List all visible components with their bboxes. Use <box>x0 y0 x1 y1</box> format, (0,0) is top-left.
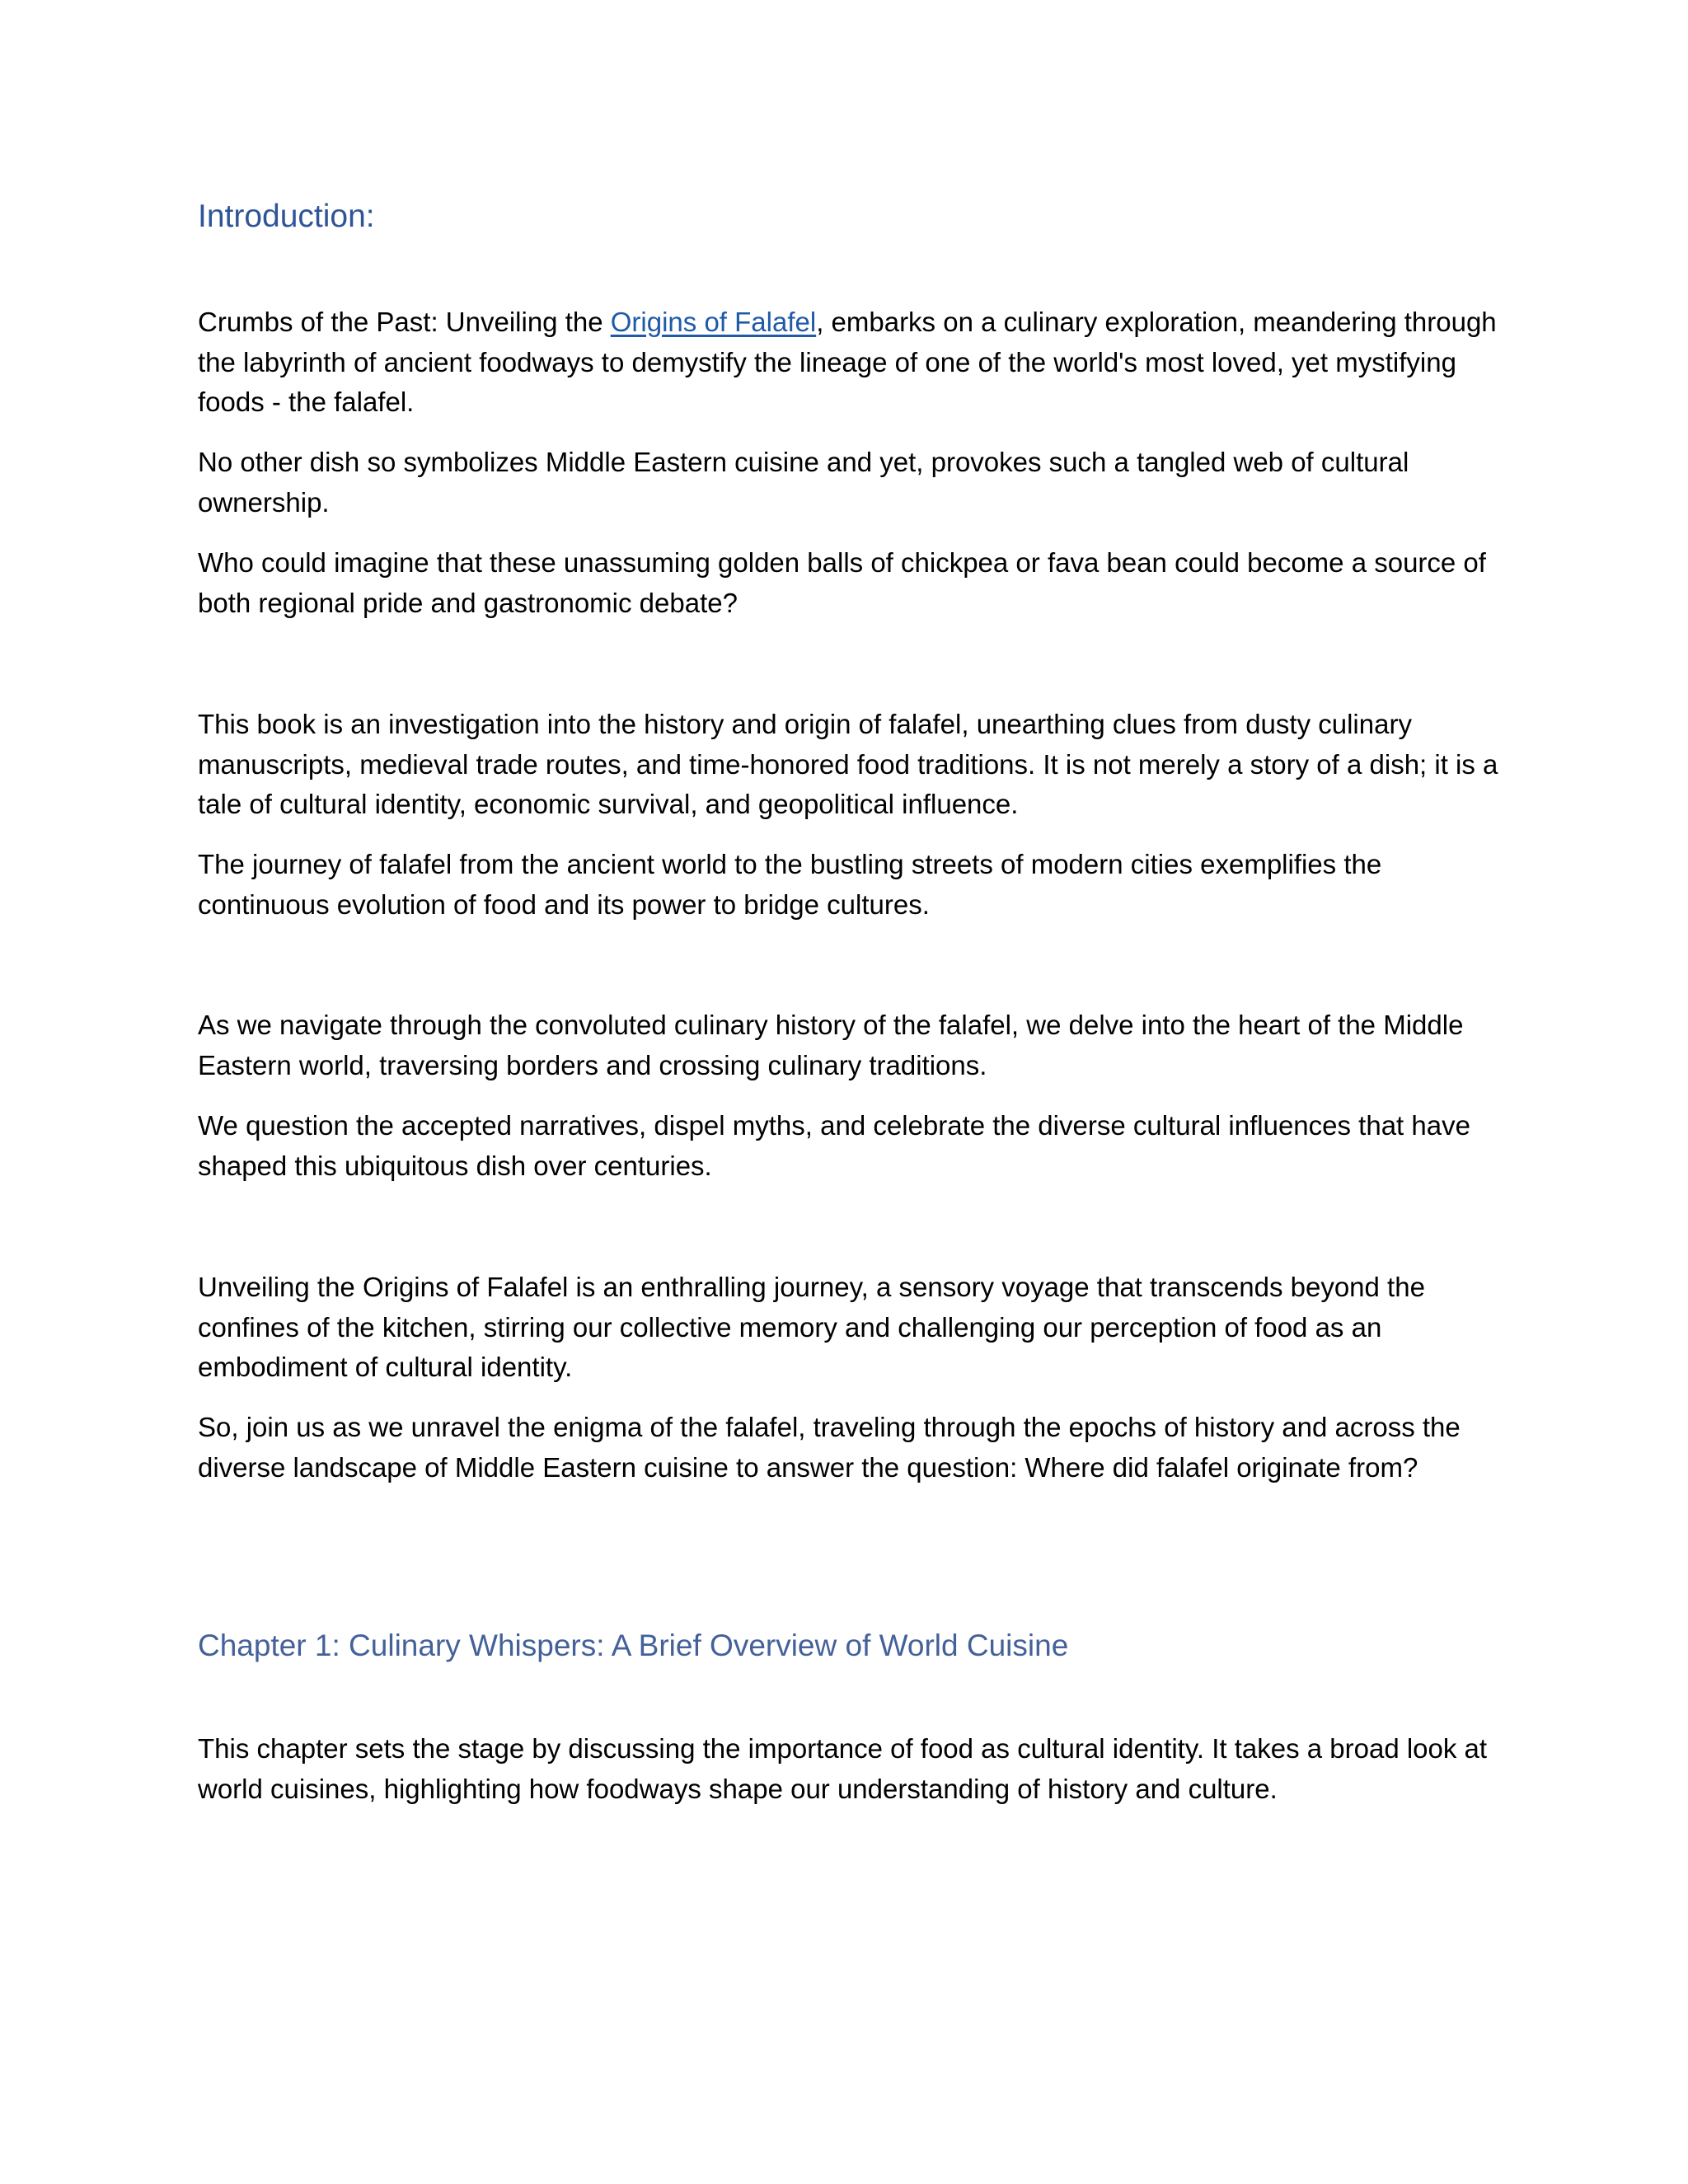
introduction-heading: Introduction: <box>198 199 375 234</box>
intro-paragraph-1-rest: , embarks on a culinary exploration, meandering through the labyrinth of ancient foodways to demystify the lineage of one of the world's most loved, yet mystifying foods - the falafel. <box>198 307 1497 417</box>
chapter-1-heading: Chapter 1: Culinary Whispers: A Brief Overview of World Cuisine <box>198 1629 1069 1662</box>
intro-paragraph-4: This book is an investigation into the history and origin of falafel, unearthing clues from dusty culinary manuscripts, medieval trade routes, and time-honored food traditions. It is not merely a story of a dish; it is a tale of cultural identity, economic survival, and geopolitical influence. <box>198 709 1498 819</box>
intro-paragraph-1-lead: Crumbs of the Past: Unveiling the <box>198 307 611 337</box>
intro-paragraph-1 <box>198 302 1500 423</box>
intro-paragraph-6: As we navigate through the convoluted culinary history of the falafel, we delve into the heart of the Middle Eastern world, traversing borders and crossing culinary traditions. <box>198 1010 1464 1080</box>
origins-of-falafel-link[interactable]: Origins of Falafel <box>610 307 817 337</box>
intro-paragraph-7: We question the accepted narratives, dispel myths, and celebrate the diverse cultural influences that have shaped this ubiquitous dish over centuries. <box>198 1110 1470 1181</box>
intro-paragraph-8: Unveiling the Origins of Falafel is an enthralling journey, a sensory voyage that transcends beyond the confines of the kitchen, stirring our collective memory and challenging our perception of food as an embodiment of cultural identity. <box>198 1272 1425 1382</box>
intro-paragraph-9: So, join us as we unravel the enigma of the falafel, traveling through the epochs of history and across the diverse landscape of Middle Eastern cuisine to answer the question: Where did falafel originate from? <box>198 1412 1461 1483</box>
intro-paragraph-3: Who could imagine that these unassuming golden balls of chickpea or fava bean could become a source of both regional pride and gastronomic debate? <box>198 547 1486 618</box>
chapter-1-paragraph-1: This chapter sets the stage by discussing the importance of food as cultural identity. It takes a broad look at world cuisines, highlighting how foodways shape our understanding of history and culture. <box>198 1733 1488 1804</box>
intro-paragraph-2: No other dish so symbolizes Middle Eastern cuisine and yet, provokes such a tangled web of cultural ownership. <box>198 447 1409 518</box>
intro-paragraph-5: The journey of falafel from the ancient world to the bustling streets of modern cities exemplifies the continuous evolution of food and its power to bridge cultures. <box>198 849 1382 920</box>
